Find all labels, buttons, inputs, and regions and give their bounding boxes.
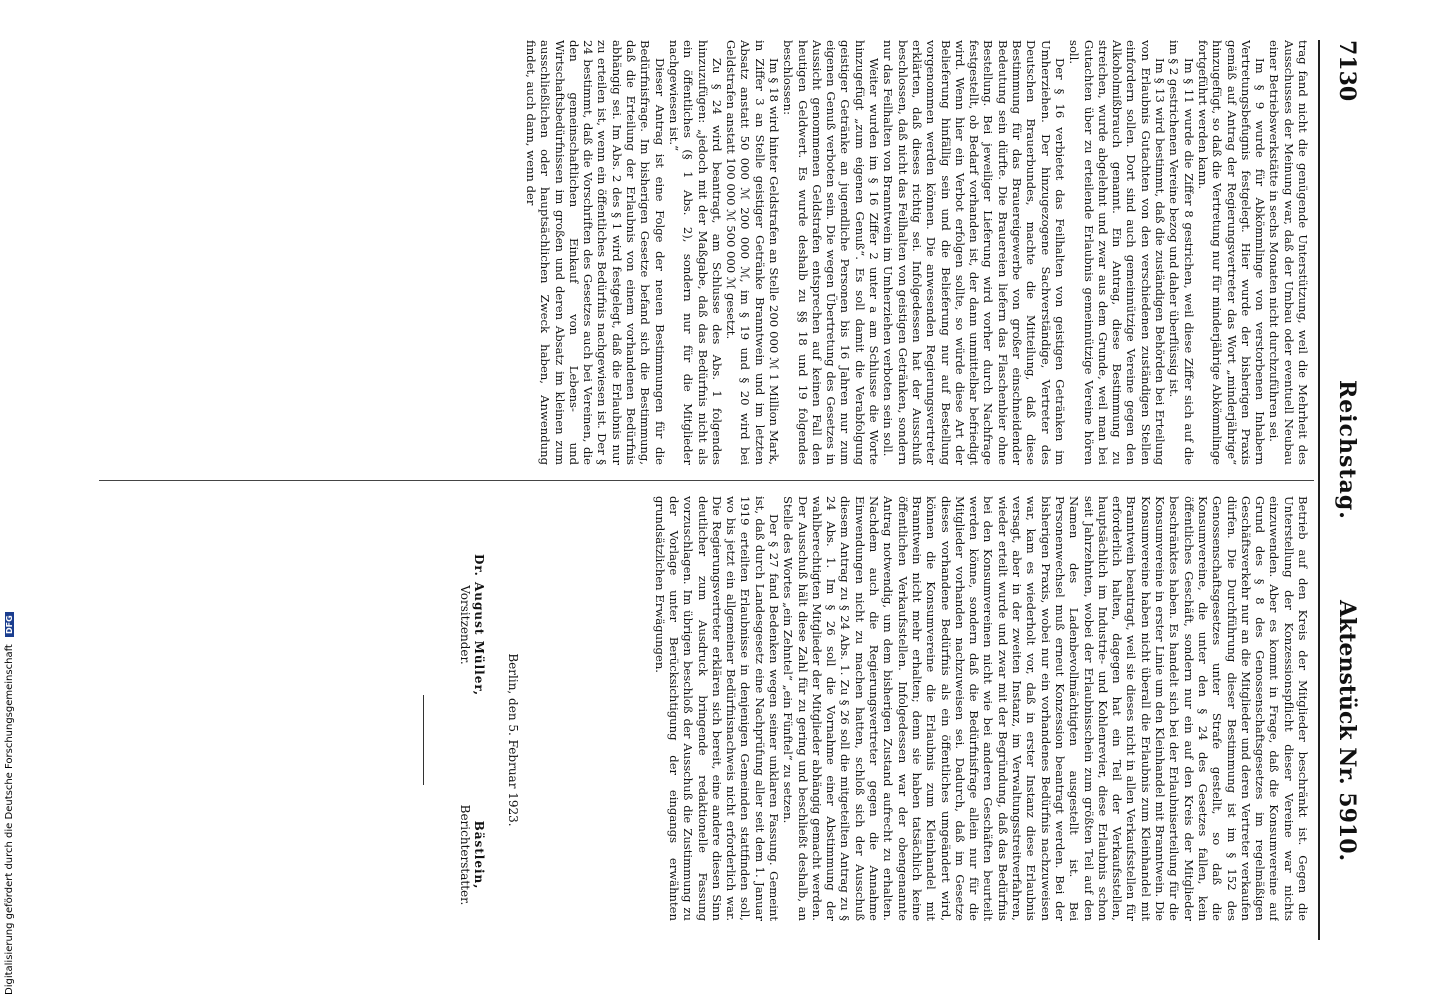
header-title: Reichstag. (1334, 380, 1360, 520)
reporter-block (458, 750, 486, 960)
reporter-role: Berichterstatter. (458, 804, 472, 906)
funding-text: Digitalisierung gefördert durch die Deutsche Forschungsgemeinschaft (4, 644, 15, 995)
place-date: Berlin, den 5. Februar 1923. (506, 653, 520, 827)
document-number: Aktenstück Nr. 5910. (1334, 600, 1360, 862)
paragraph: Dieser Antrag ist eine Folge der neuen Bestimmungen für die Bedürfnisfrage. Im bisherigen Gesetze befand sich die Bestimmung, daß die Erteilung der Erlaubnis von einem vorhandenen Bedürfnis abhängig sei. Im Abs. 2 des § 1 wird festgelegt, daß die Erlaubnis nur zu erteilen ist, wenn ein öffentliches Bedürfnis nachgewiesen ist. Der § 24 bestimmt, daß die Vorschriften des Gesetzes auch bei Vereinen, die den gemeinschaftlichen Einkauf von Lebens- und Wirtschaftsbedürfnissen im großen und deren Absatz im kleinen zum ausschließlichen oder hauptsächlichen Zweck haben, Anwendung findet, auch dann, wenn der (523, 40, 667, 465)
paragraph: Im § 9 wurde für Abkömmlinge von verstorbenen Inhabern Vertretungsbefugnis festgelegt. Hier wurde der bisherigen Praxis gemäß auf Antrag der Regierungsvertreter das Wort „minderjährige“ hinzugefügt, so daß die Vertretung nur für minderjährige Abkömmlinge fortgeführt werden kann. (1195, 40, 1268, 465)
chair-block (458, 520, 486, 730)
signature-block (290, 520, 520, 960)
closing-rule (423, 695, 424, 785)
paragraph: Im § 13 wird bestimmt, daß die zuständigen Behörden bei Erteilung von Erlaubnis Gutachten von den verschiedenen zuständigen Stellen einfordern sollen. Dort sind auch gemeinnützige Vereine gegen den Alkoholmißbrauch genannt. Ein Antrag, diese Bestimmung zu streichen, wurde abgelehnt und zwar aus dem Grunde, weil man bei Gutachten über zu erteilende Erlaubnis gemeinnützige Vereine hören soll. (1067, 40, 1168, 465)
paragraph: Weiter wurden im § 16 Ziffer 2 unter a am Schlusse die Worte hinzugefügt „zum eigenen Genuß“. Es soll damit die Verabfolgung geistiger Getränke an jugendliche Personen bis 16 Jahren nur zum eigenen Genuß verboten sein. Die wegen Übertretung des Gesetzes in Aussicht genommenen Geldstrafen entsprechen auf keinen Fall den heutigen Geldwert. Es wurde deshalb zu §§ 18 und 19 folgendes beschlossen: (781, 40, 882, 465)
chair-name: Dr. August Müller, (472, 554, 486, 696)
funding-note (4, 612, 15, 995)
reporter-name: Bästlein, (472, 820, 486, 890)
paragraph: Betrieb auf den Kreis der Mitglieder beschränkt ist. Gegen die Unterstellung der Konzessionspflicht dieser Vereine war nichts einzuwenden. Aber es kommt in Frage, daß die Konsumvereine auf Grund des § 8 des Genossenschaftsgesetzes im regelmäßigen Geschäftsverkehr nur an die Mitglieder und deren Vertreter verkaufen dürfen. Die Durchführung dieser Bestimmung ist im § 152 des Genossenschaftsgesetzes unter Strafe gestellt, so daß die Konsumvereine, die unter den § 24 des Gesetzes fallen, kein öffentliches Geschäft, sondern nur ein auf den Kreis der Mitglieder beschränktes haben. Es handelt sich bei der Erlaubniserteilung für die Konsumvereine in erster Linie um den Kleinhandel mit Branntwein. Die Konsumvereine haben nicht überall die Erlaubnis zum Kleinhandel mit Branntwein beantragt, weil sie dieses nicht in allen Verkaufsstellen für erforderlich halten, dagegen hat ein Teil der Verkaufsstellen, hauptsächlich im Industrie- und Kohlenrevier, diese Erlaubnis schon seit Jahrzehnten, wobei der Erlaubnisschein zum größten Teil auf den Namen des Ladenbevollmächtigten ausgestellt ist. Bei Personenwechsel muß erneut Konzession beantragt werden. Bei der bisherigen Praxis, wobei nur ein vorhandenes Bedürfnis nachzuweisen war, kam es wiederholt vor, daß in erster Instanz diese Erlaubnis versagt, aber in der zweiten Instanz, im Verwaltungsstreitverfahren, wieder erteilt wurde und zwar mit der Begründung, daß das Bedürfnis bei den Konsumvereinen nicht wie bei anderen Geschäften beurteilt werden könne, sondern daß die Bedürfnisfrage allein nur für die Mitglieder vorhanden nachzuweisen sei. Dadurch, daß im Gesetze dieses vorhandene Bedürfnis als ein öffentliches umgeändert wird, können die Konsumvereine die Erlaubnis zum Kleinhandel mit Branntwein nicht mehr erhalten; denn sie haben tatsächlich keine öffentlichen Verkaufsstellen. Infolgedessen war der obengenannte Antrag notwendig, um dem bisherigen Zustand aufrecht zu erhalten. Nachdem auch die Regierungsvertreter gegen die Annahme Einwendungen nicht zu machen hatten, schloß sich der Ausschuß diesem Antrag zu § 24 Abs. 1. Zu § 26 soll die mitgeteilten Antrag zu § 24 Abs. 1. Im § 26 soll die Vornahme einer Abstimmung der wahlberechtigten Mitglieder der Mitglieder abhängig gemacht werden. Der Ausschuß hält diese Zahl für zu gering und beschließt deshalb, an Stelle des Wortes „ein Zehntel“ „ein Fünftel“ zu setzen. (781, 496, 1310, 921)
paragraph: Im § 11 wurde die Ziffer 8 gestrichen, weil diese Ziffer sich auf die im § 2 gestrichenen Vereine bezog und daher überflüssig ist. (1167, 40, 1196, 465)
paragraph: Im § 18 wird hinter Geldstrafen an Stelle 200 000 ℳ 1 Million Mark, in Ziffer 3 an Stelle geistiger Getränke Branntwein und im letzten Absatz anstatt 50 000 ℳ 200 000 ℳ, im § 19 und § 20 wird bei Geldstrafen anstatt 100 000 ℳ 500 000 ℳ gesetzt. (724, 40, 782, 465)
paragraph: Der § 27 fand Bedenken wegen seiner unklaren Fassung. Gemeint ist, daß durch Landesgesetz eine Nachprüfung aller seit dem 1. Januar 1919 erteilten Erlaubnisse in denjenigen Gemeinden stattfinden soll, wo bis jetzt ein allgemeiner Bedürfnisnachweis nicht erforderlich war. Die Regierungsvertreter erklären sich bereit, eine andere diesen Sinn deutlicher zum Ausdruck bringende redaktionelle Fassung vorzuschlagen. Im übrigen beschloß der Ausschuß die Zustimmung zu der Vorlage unter Berücksichtigung der eingangs erwähnten grundsätzlichen Erwägungen. (652, 496, 782, 921)
dfg-logo: DFG (5, 612, 14, 637)
chair-role: Vorsitzender. (458, 585, 472, 665)
paragraph: trag fand nicht die genügende Unterstützung, weil die Mehrheit des Ausschusses der Meinung war, daß der Umbau oder eventuell Neubau einer Betriebswerkstätte in sechs Monaten nicht durchzuführen sei. (1267, 40, 1310, 465)
page-number: 7130 (1334, 40, 1360, 102)
paragraph: Der § 16 verbietet das Feilhalten von geistigen Getränken im Umherziehen. Der hinzugezogene Sachverständige, Vertreter des Deutschen Brauerbundes, machte die Mitteilung, daß diese Bestimmung für das Brauereigewerbe von großer einschneidender Bedeutung sein dürfte. Die Brauereien liefern das Flaschenbier ohne Bestellung. Bei jeweiliger Lieferung wird vorher durch Nachfrage festgestellt, ob Bedarf vorhanden ist, der dann unmittelbar befriedigt wird. Wenn hier ein Verbot erfolgen sollte, so würde diese Art der Belieferung hinfällig sein und die Belieferung nur auf Bestellung vorgenommen werden können. Die anwesenden Regierungsvertreter erklärten, daß dieses richtig sei. Infolgedessen hat der Ausschuß beschlossen, daß nicht das Feilhalten von geistigen Getränken, sondern nur das Feilhalten von Branntwein im Umherziehen verboten sein soll. (881, 40, 1067, 465)
paragraph: Zu § 24 wird beantragt, am Schlusse des Abs. 1 folgendes hinzuzufügen: „jedoch mit der Maßgabe, daß das Bedürfnis nicht als ein öffentliches (§ 1 Abs. 2), sondern nur für die Mitglieder nachgewiesen ist.“ (666, 40, 724, 465)
